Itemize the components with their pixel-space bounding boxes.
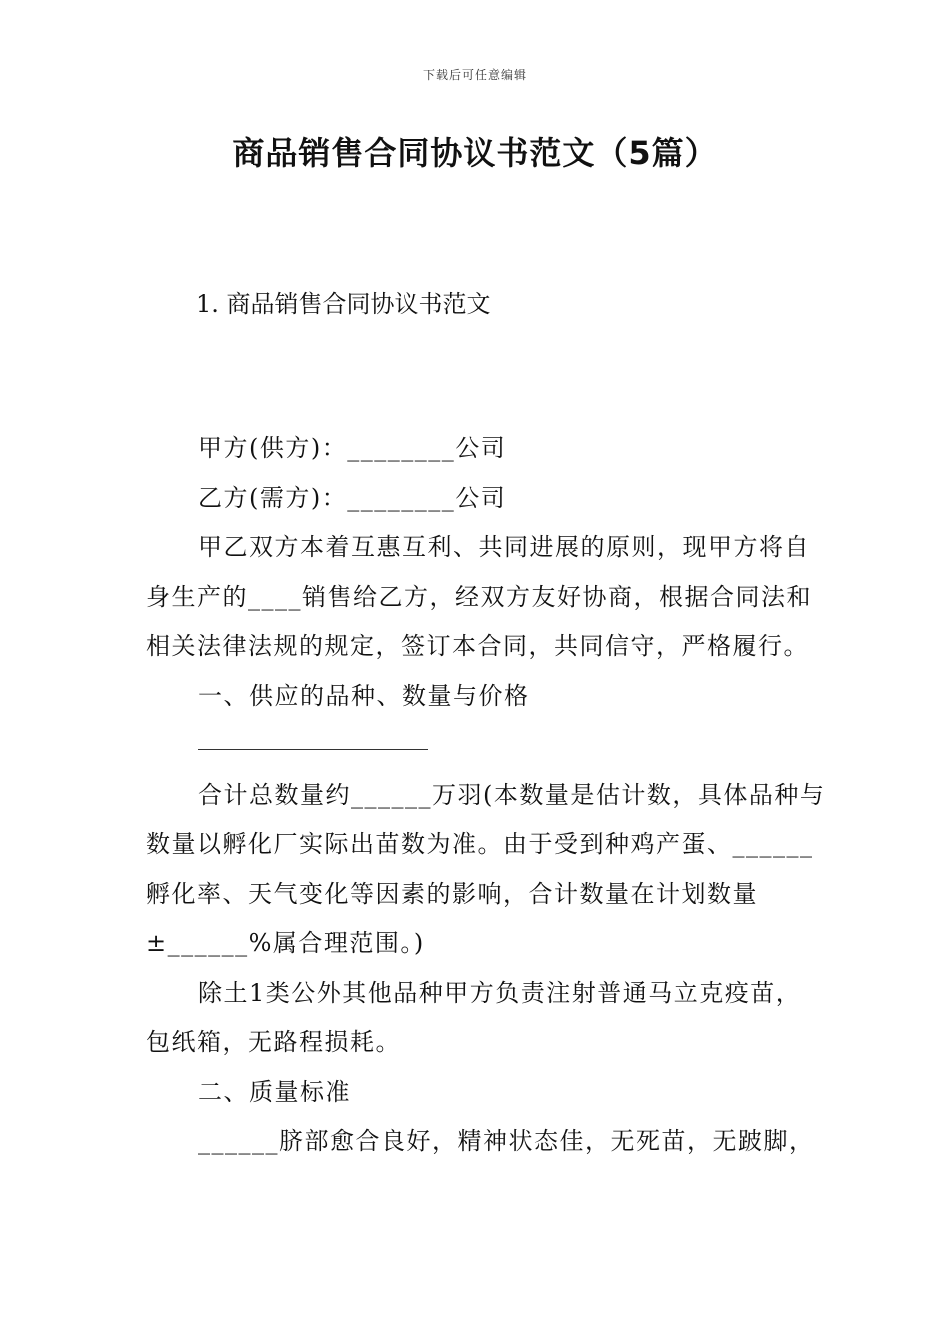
header-note: 下载后可任意编辑 — [422, 68, 527, 82]
quality-paragraph: ______脐部愈合良好，精神状态佳，无死苗，无跛脚， — [198, 1127, 815, 1155]
document-title: 商品销售合同协议书范文（5篇） — [232, 134, 718, 172]
blank-rule-line — [146, 721, 826, 771]
vaccine-paragraph: 除土1类公外其他品种甲方负责注射普通马立克疫苗，包纸箱，无路程损耗。 — [146, 978, 802, 1056]
clause-1-heading: 一、供应的品种、数量与价格 — [198, 681, 530, 710]
section-heading: 1. 商品销售合同协议书范文 — [196, 290, 491, 318]
party-b-line: 乙方(需方)：________公司 — [198, 483, 507, 512]
divider-line — [198, 749, 428, 750]
contract-body — [146, 424, 826, 1167]
party-a-line: 甲方(供方)：________公司 — [198, 434, 507, 462]
total-quantity-paragraph: 合计总数量约______万羽(本数量是估计数，具体品种与数量以孵化厂实际出苗数为准。由于受到种鸡产蛋、______孵化率、天气变化等因素的影响，合计数量在计划数量±______%属合理范围。) — [146, 780, 826, 957]
intro-paragraph: 甲乙双方本着互惠互利、共同进展的原则，现甲方将自身生产的____销售给乙方，经双方友好协商，根据合同法和相关法律法规的规定，签订本合同，共同信守，严格履行。 — [146, 533, 812, 660]
clause-2-heading: 二、质量标准 — [198, 1077, 351, 1106]
